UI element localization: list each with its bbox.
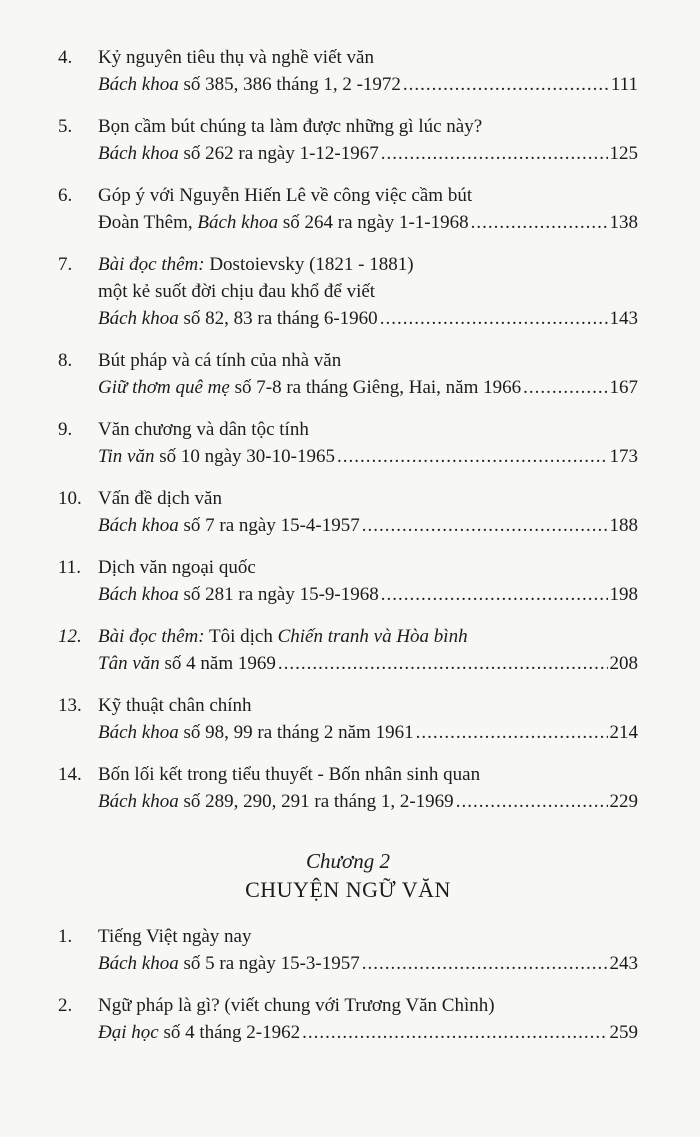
entry-source-line	[98, 209, 638, 236]
entry-source	[98, 1019, 300, 1046]
toc-entry[interactable]	[58, 761, 638, 815]
dot-leader	[456, 788, 608, 815]
entry-number: 2.	[58, 995, 73, 1016]
entry-number: 5.	[58, 116, 73, 137]
entry-title-italic-prefix: Bài đọc thêm:	[98, 254, 205, 275]
entry-number: 12.	[58, 626, 82, 647]
entry-source-issue: số 5 ra ngày 15-3-1957	[178, 953, 360, 974]
entry-source	[98, 374, 521, 401]
entry-page-number: 143	[609, 308, 638, 329]
entry-source-issue: số 264 ra ngày 1-1-1968	[278, 212, 469, 233]
entry-title	[98, 416, 638, 443]
dot-leader	[523, 374, 607, 401]
entry-page-number: 167	[609, 377, 638, 398]
entry-title-text: Góp ý với Nguyễn Hiến Lê về công việc cầm bút	[98, 185, 473, 206]
toc-entry[interactable]	[58, 44, 638, 98]
entry-source-publication: Giữ thơm quê mẹ	[98, 377, 230, 398]
dot-leader	[362, 512, 608, 539]
chapter-heading	[58, 847, 638, 905]
entry-source-issue: số 4 năm 1969	[159, 653, 276, 674]
entry-source-issue: số 10 ngày 30-10-1965	[154, 446, 335, 467]
entry-source-line	[98, 719, 638, 746]
entry-source-publication: Bách khoa	[98, 74, 179, 95]
entry-number: 10.	[58, 488, 82, 509]
entry-source-line	[98, 140, 638, 167]
entry-title	[98, 485, 638, 512]
toc-entry[interactable]	[58, 623, 638, 677]
entry-title-line-2: một kẻ suốt đời chịu đau khổ để viết	[98, 281, 376, 302]
entry-title	[98, 623, 638, 650]
entry-source-publication: Bách khoa	[98, 584, 179, 605]
toc-entry[interactable]	[58, 251, 638, 332]
entry-number: 9.	[58, 419, 73, 440]
entry-title	[98, 554, 638, 581]
entry-page-number: 214	[609, 722, 638, 743]
entry-source-issue: số 7 ra ngày 15-4-1957	[178, 515, 360, 536]
entry-source-issue: số 385, 386 tháng 1, 2 -1972	[178, 74, 401, 95]
entry-source-publication: Bách khoa	[98, 308, 179, 329]
entry-source	[98, 140, 379, 167]
dot-leader	[278, 650, 608, 677]
entry-source-issue: số 98, 99 ra tháng 2 năm 1961	[178, 722, 414, 743]
toc-entry[interactable]	[58, 416, 638, 470]
entry-source	[98, 512, 360, 539]
dot-leader	[362, 950, 608, 977]
entry-source	[98, 650, 276, 677]
entry-source-publication: Bách khoa	[98, 143, 179, 164]
toc-section-chapter-2	[58, 923, 638, 1046]
dot-leader	[471, 209, 608, 236]
entry-page-number: 198	[609, 584, 638, 605]
chapter-title: CHUYỆN NGỮ VĂN	[245, 877, 451, 902]
entry-source-publication: Bách khoa	[197, 212, 279, 233]
entry-source	[98, 581, 379, 608]
entry-source-author: Đoàn Thêm,	[98, 212, 198, 233]
entry-title	[98, 251, 638, 278]
toc-entry[interactable]	[58, 485, 638, 539]
entry-page-number: 173	[609, 446, 638, 467]
entry-page-number: 111	[610, 74, 638, 95]
entry-title-text: Tôi dịch	[204, 626, 278, 647]
dot-leader	[403, 71, 609, 98]
entry-number: 13.	[58, 695, 82, 716]
toc-entry[interactable]	[58, 992, 638, 1046]
entry-page-number: 243	[609, 953, 638, 974]
entry-title	[98, 923, 638, 950]
entry-page-number: 125	[609, 143, 638, 164]
entry-source-line	[98, 788, 638, 815]
dot-leader	[381, 581, 608, 608]
entry-page-number: 259	[609, 1022, 638, 1043]
entry-title-text: Vấn đề dịch văn	[98, 488, 222, 509]
entry-title	[98, 182, 638, 209]
entry-source-line	[98, 374, 638, 401]
entry-title-text: Dịch văn ngoại quốc	[98, 557, 256, 578]
entry-title	[98, 113, 638, 140]
entry-source-issue: số 289, 290, 291 ra tháng 1, 2-1969	[178, 791, 454, 812]
entry-source	[98, 788, 454, 815]
entry-title-italic-prefix: Bài đọc thêm:	[98, 626, 205, 647]
entry-number: 14.	[58, 764, 82, 785]
entry-source-publication: Đại học	[98, 1022, 159, 1043]
entry-title-text: Kỹ thuật chân chính	[98, 695, 252, 716]
entry-source-publication: Bách khoa	[98, 515, 179, 536]
entry-title	[98, 692, 638, 719]
entry-page-number: 138	[609, 212, 638, 233]
entry-source-publication: Tân văn	[98, 653, 160, 674]
entry-title-text: Bút pháp và cá tính của nhà văn	[98, 350, 342, 371]
table-of-contents	[58, 44, 638, 1061]
entry-source	[98, 950, 360, 977]
entry-title	[98, 347, 638, 374]
entry-source	[98, 305, 378, 332]
entry-title	[98, 992, 638, 1019]
entry-title	[98, 761, 638, 788]
entry-source-issue: số 281 ra ngày 15-9-1968	[178, 584, 379, 605]
entry-title-text: Văn chương và dân tộc tính	[98, 419, 309, 440]
entry-page-number: 188	[609, 515, 638, 536]
entry-number: 11.	[58, 557, 82, 578]
entry-title-text: Tiếng Việt ngày nay	[98, 926, 252, 947]
entry-number: 7.	[58, 254, 73, 275]
dot-leader	[380, 305, 608, 332]
chapter-label: Chương 2	[306, 849, 390, 873]
entry-source-line	[98, 512, 638, 539]
entry-source-issue: số 82, 83 ra tháng 6-1960	[178, 308, 378, 329]
entry-number: 6.	[58, 185, 73, 206]
entry-source-line	[98, 1019, 638, 1046]
entry-source-line	[98, 443, 638, 470]
entry-source-issue: số 262 ra ngày 1-12-1967	[178, 143, 379, 164]
entry-source	[98, 71, 401, 98]
dot-leader	[381, 140, 608, 167]
entry-number: 4.	[58, 47, 73, 68]
entry-title-italic-work: Chiến tranh và Hòa bình	[277, 626, 468, 647]
entry-title-text: Ngữ pháp là gì? (viết chung với Trương Văn Chình)	[98, 995, 495, 1016]
dot-leader	[337, 443, 608, 470]
entry-source-line	[98, 581, 638, 608]
dot-leader	[302, 1019, 607, 1046]
dot-leader	[416, 719, 608, 746]
entry-source-publication: Bách khoa	[98, 722, 179, 743]
entry-source-line	[98, 71, 638, 98]
toc-entry[interactable]	[58, 692, 638, 746]
entry-title-text: Dostoievsky (1821 - 1881)	[204, 254, 414, 275]
entry-source	[98, 443, 335, 470]
toc-entry[interactable]	[58, 113, 638, 167]
entry-source-issue: số 7-8 ra tháng Giêng, Hai, năm 1966	[229, 377, 522, 398]
toc-entry[interactable]	[58, 182, 638, 236]
entry-source-issue: số 4 tháng 2-1962	[158, 1022, 301, 1043]
entry-page-number: 208	[609, 653, 638, 674]
entry-source	[98, 209, 469, 236]
entry-source	[98, 719, 414, 746]
entry-title-text: Bốn lối kết trong tiểu thuyết - Bốn nhân sinh quan	[98, 764, 481, 785]
entry-source-line	[98, 305, 638, 332]
entry-source-line	[98, 950, 638, 977]
entry-source-publication: Tin văn	[98, 446, 155, 467]
entry-number: 1.	[58, 926, 73, 947]
toc-section-chapter-1-continued	[58, 44, 638, 815]
entry-title-text: Bọn cầm bút chúng ta làm được những gì lúc này?	[98, 116, 483, 137]
entry-page-number: 229	[609, 791, 638, 812]
toc-entry[interactable]	[58, 923, 638, 977]
entry-source-publication: Bách khoa	[98, 791, 179, 812]
toc-entry[interactable]	[58, 554, 638, 608]
entry-title-text: Kỷ nguyên tiêu thụ và nghề viết văn	[98, 47, 374, 68]
entry-number: 8.	[58, 350, 73, 371]
toc-entry[interactable]	[58, 347, 638, 401]
entry-source-line	[98, 650, 638, 677]
entry-source-publication: Bách khoa	[98, 953, 179, 974]
entry-title	[98, 44, 638, 71]
